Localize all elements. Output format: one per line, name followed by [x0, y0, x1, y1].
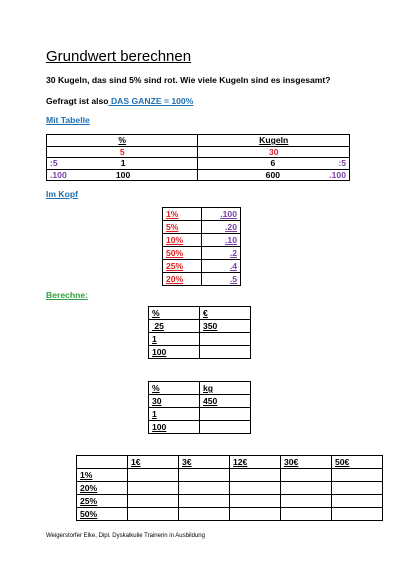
- footer-text: Weigerstorfer Elke, Dipl. Dyskalkulie Trainerin in Ausbildung: [46, 533, 205, 539]
- given-prefix: Gefragt ist also: [46, 96, 109, 106]
- table-row: [77, 508, 383, 521]
- header-percent: %: [149, 307, 200, 320]
- row3-op-left: .100: [47, 169, 73, 181]
- exercise-grid: [76, 455, 383, 521]
- empty-cell[interactable]: [200, 408, 251, 421]
- cell: 100: [149, 421, 200, 434]
- cell: 1: [149, 408, 200, 421]
- row-header: 50%: [77, 508, 128, 521]
- empty-cell[interactable]: [128, 469, 179, 482]
- empty-cell[interactable]: [332, 469, 383, 482]
- empty-cell[interactable]: [179, 469, 230, 482]
- cell-percent: 5%: [163, 221, 202, 234]
- cell: 30: [149, 395, 200, 408]
- empty-cell[interactable]: [281, 469, 332, 482]
- table-row: [163, 234, 241, 247]
- question-text: 30 Kugeln, das sind 5% sind rot. Wie viele Kugeln sind es insgesamt?: [46, 75, 331, 85]
- cell-factor: .2: [202, 247, 241, 260]
- cell-factor: .20: [202, 221, 241, 234]
- empty-cell[interactable]: [332, 482, 383, 495]
- cell-percent: 25%: [163, 260, 202, 273]
- cell-factor: .4: [202, 260, 241, 273]
- row1-kugeln: 30: [198, 146, 350, 158]
- empty-cell[interactable]: [230, 508, 281, 521]
- header-kugeln: Kugeln: [198, 135, 350, 147]
- row3-op-right: .100: [323, 169, 349, 181]
- row-header: 1%: [77, 469, 128, 482]
- empty-cell[interactable]: [332, 495, 383, 508]
- table-row: [163, 208, 241, 221]
- col-header: 30€: [281, 456, 332, 469]
- table-row: [77, 482, 383, 495]
- empty-cell[interactable]: [332, 508, 383, 521]
- cell-factor: .100: [202, 208, 241, 221]
- cell-percent: 50%: [163, 247, 202, 260]
- table-row: [163, 221, 241, 234]
- empty-cell[interactable]: [281, 495, 332, 508]
- row2-op-left: :5: [47, 158, 73, 170]
- col-header: 12€: [230, 456, 281, 469]
- cell-factor: .10: [202, 234, 241, 247]
- empty-cell[interactable]: [230, 469, 281, 482]
- cell-percent: 10%: [163, 234, 202, 247]
- empty-cell[interactable]: [128, 482, 179, 495]
- cell: 100: [149, 346, 200, 359]
- given-text: [46, 96, 193, 106]
- header-percent: %: [149, 382, 200, 395]
- cell: 350: [200, 320, 251, 333]
- empty-cell[interactable]: [128, 495, 179, 508]
- empty-cell[interactable]: [200, 346, 251, 359]
- row-header: 25%: [77, 495, 128, 508]
- empty-cell[interactable]: [230, 495, 281, 508]
- row2-op-right: :5: [323, 158, 349, 170]
- row-header: 20%: [77, 482, 128, 495]
- cell: 450: [200, 395, 251, 408]
- section-calc-heading: Berechne:: [46, 290, 89, 300]
- empty-cell[interactable]: [230, 482, 281, 495]
- empty-cell[interactable]: [281, 482, 332, 495]
- row1-percent: 5: [47, 146, 198, 158]
- given-highlight: DAS GANZE = 100%: [108, 96, 194, 106]
- euro-table: [148, 306, 251, 359]
- cell-percent: 1%: [163, 208, 202, 221]
- table-row: [163, 273, 241, 286]
- header-kg: kg: [200, 382, 251, 395]
- empty-cell[interactable]: [200, 333, 251, 346]
- kg-table: [148, 381, 251, 434]
- empty-cell[interactable]: [179, 482, 230, 495]
- col-header: 1€: [128, 456, 179, 469]
- cell: 25: [149, 320, 200, 333]
- section-table-heading: Mit Tabelle: [46, 115, 90, 125]
- row3-percent: 100: [73, 169, 174, 181]
- header-euro: €: [200, 307, 251, 320]
- row2-kugeln: 6: [222, 158, 323, 170]
- cell-factor: .5: [202, 273, 241, 286]
- empty-cell[interactable]: [128, 508, 179, 521]
- empty-cell[interactable]: [200, 421, 251, 434]
- table-row: [163, 260, 241, 273]
- section-head-heading: Im Kopf: [46, 189, 78, 199]
- row2-percent: 1: [73, 158, 174, 170]
- page-title: Grundwert berechnen: [46, 48, 192, 65]
- row3-kugeln: 600: [222, 169, 323, 181]
- empty-cell[interactable]: [179, 508, 230, 521]
- empty-cell[interactable]: [281, 508, 332, 521]
- mental-table: [162, 207, 241, 286]
- empty-cell[interactable]: [179, 495, 230, 508]
- cell: 1: [149, 333, 200, 346]
- table-row: [77, 469, 383, 482]
- col-header: 50€: [332, 456, 383, 469]
- col-header: 3€: [179, 456, 230, 469]
- ratio-table: [46, 134, 350, 181]
- table-row: [163, 247, 241, 260]
- table-row: [77, 495, 383, 508]
- header-percent: %: [47, 135, 198, 147]
- cell-percent: 20%: [163, 273, 202, 286]
